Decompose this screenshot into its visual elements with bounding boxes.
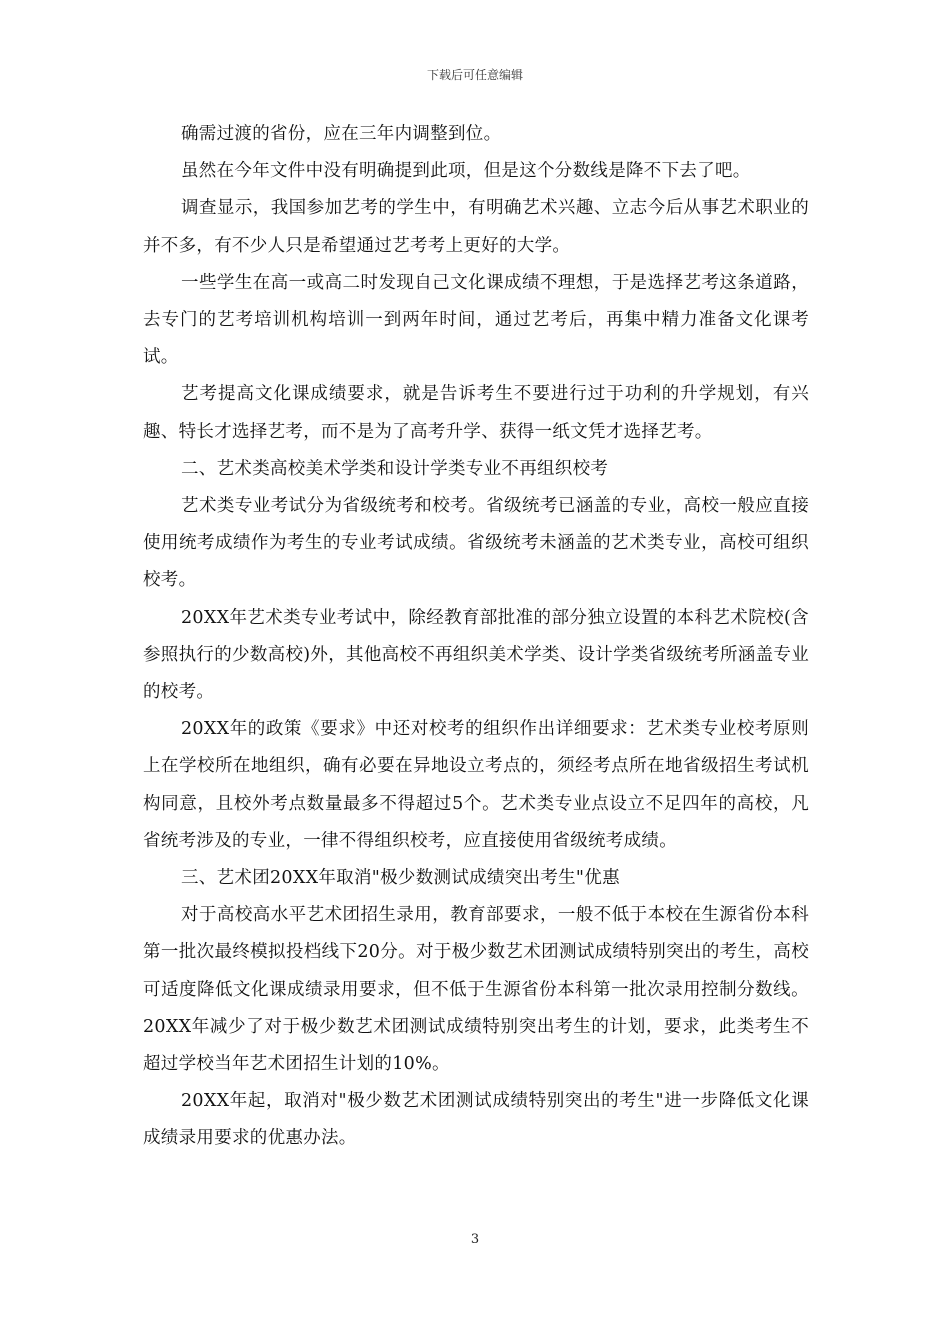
paragraph-2: 虽然在今年文件中没有明确提到此项，但是这个分数线是降不下去了吧。 [181,161,751,182]
paragraph-3: 调查显示，我国参加艺考的学生中，有明确艺术兴趣、立志今后从事艺术职业的并不多，有不少人只是希望通过艺考考上更好的大学。 [143,198,809,256]
document-body [143,116,809,1158]
paragraph-4: 一些学生在高一或高二时发现自己文化课成绩不理想，于是选择艺考这条道路，去专门的艺考培训机构培训一到两年时间，通过艺考后，再集中精力准备文化课考试。 [143,272,809,368]
paragraph-7: 20XX年艺术类专业考试中，除经教育部批准的部分独立设置的本科艺术院校(含参照执行的少数高校)外，其他高校不再组织美术学类、设计学类省级统考所涵盖专业的校考。 [143,607,809,703]
page-number: 3 [470,1232,480,1247]
paragraph-5: 艺考提高文化课成绩要求，就是告诉考生不要进行过于功利的升学规划，有兴趣、特长才选择艺考，而不是为了高考升学、获得一纸文凭才选择艺考。 [143,384,809,442]
section-heading-3: 三、艺术团20XX年取消"极少数测试成绩突出考生"优惠 [181,868,620,889]
paragraph-10: 20XX年起，取消对"极少数艺术团测试成绩特别突出的考生"进一步降低文化课成绩录用要求的优惠办法。 [143,1091,809,1149]
page-header: 下载后可任意编辑 [426,68,523,82]
paragraph-1: 确需过渡的省份，应在三年内调整到位。 [181,124,502,144]
paragraph-9: 对于高校高水平艺术团招生录用，教育部要求，一般不低于本校在生源省份本科第一批次最终模拟投档线下20分。对于极少数艺术团测试成绩特别突出的考生，高校可适度降低文化课成绩录用要求，但不低于生源省份本科第一批次录用控制分数线。20XX年减少了对于极少数艺术团测试成绩特别突出考生的计划，要求，此类考生不超过学校当年艺术团招生计划的10%。 [143,905,809,1075]
paragraph-6: 艺术类专业考试分为省级统考和校考。省级统考已涵盖的专业，高校一般应直接使用统考成绩作为考生的专业考试成绩。省级统考未涵盖的艺术类专业，高校可组织校考。 [143,496,809,591]
section-heading-2: 二、艺术类高校美术学类和设计学类专业不再组织校考 [181,458,609,479]
paragraph-8: 20XX年的政策《要求》中还对校考的组织作出详细要求：艺术类专业校考原则上在学校所在地组织，确有必要在异地设立考点的，须经考点所在地省级招生考试机构同意，且校外考点数量最多不得超过5个。艺术类专业点设立不足四年的高校，凡省统考涉及的专业，一律不得组织校考，应直接使用省级统考成绩。 [143,719,809,851]
